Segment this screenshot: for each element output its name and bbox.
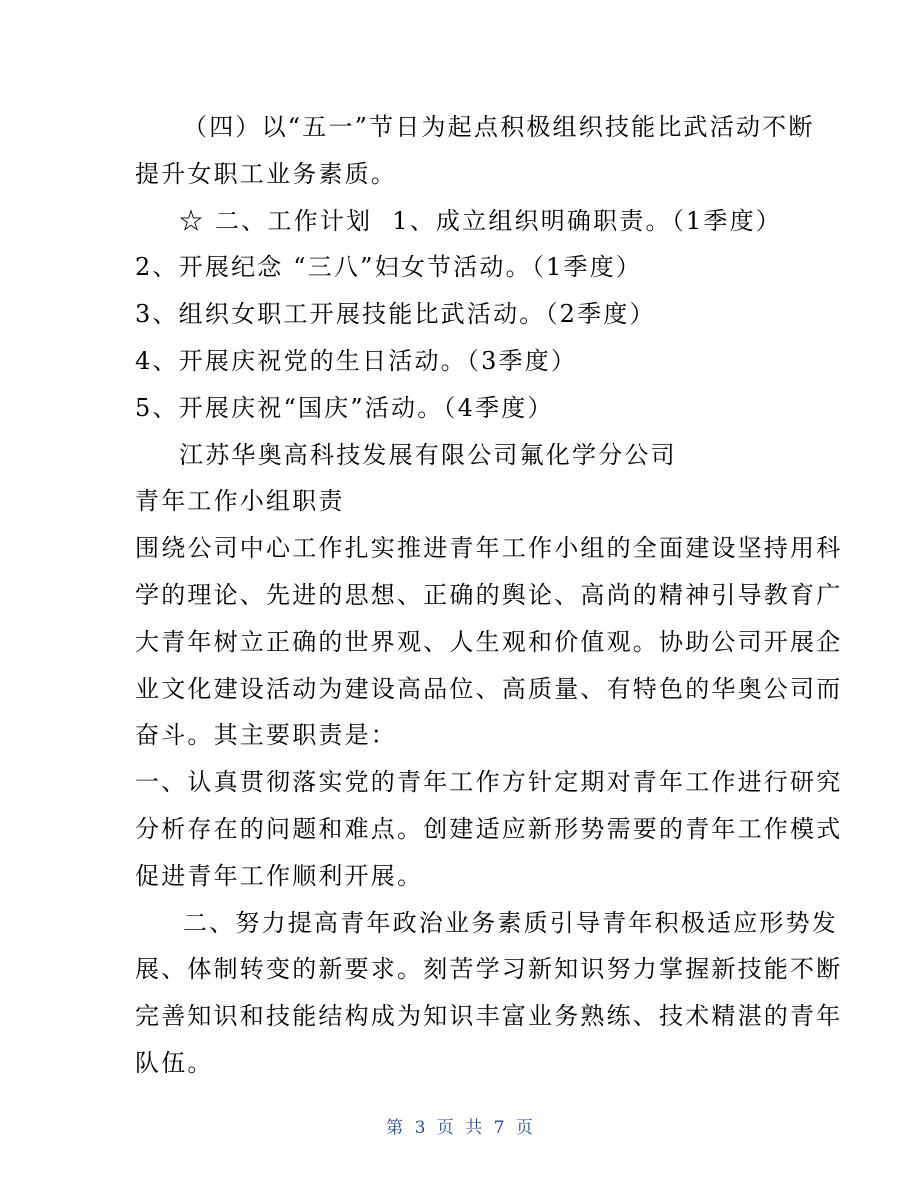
plan-heading-line	[135, 198, 795, 245]
duty2-line2: 展、体制转变的新要求。刻苦学习新知识努力掌握新技能不断	[135, 955, 843, 984]
duty2-line3: 完善知识和技能结构成为知识丰富业务熟练、技术精湛的青年	[135, 1002, 843, 1031]
duty2-line1: 二、努力提高青年政治业务素质引导青年积极适应形势发	[183, 908, 838, 937]
duty2-line4: 队伍。	[135, 1048, 214, 1077]
intro-line1: 围绕公司中心工作扎实推进青年工作小组的全面建设坚持用科	[135, 534, 843, 563]
duty1-line3: 促进青年工作顺利开展。	[135, 861, 424, 890]
plan-item-4: 4、开展庆祝党的生日活动。（3季度）	[135, 346, 578, 375]
plan-item-2: 2、开展纪念 “三八”妇女节活动。（1季度）	[135, 253, 643, 282]
section-title: 青年工作小组职责	[135, 487, 345, 516]
footer-total-pages: 7	[493, 1118, 506, 1138]
intro-line4: 业文化建设活动为建设高品位、高质量、有特色的华奥公司而	[135, 674, 843, 703]
plan-item-3: 3、组织女职工开展技能比武活动。（2季度）	[135, 300, 656, 329]
intro-line2: 学的理论、先进的思想、正确的舆论、高尚的精神引导教育广	[135, 580, 843, 609]
company-name: 江苏华奥高科技发展有限公司氟化学分公司	[179, 440, 677, 469]
section4-line2: 提升女职工业务素质。	[135, 159, 397, 188]
duty1-line1: 一、认真贯彻落实党的青年工作方针定期对青年工作进行研究	[135, 768, 843, 797]
plan-item-1: 1、成立组织明确职责。（1季度）	[392, 206, 782, 235]
plan-heading: 二、工作计划	[215, 206, 373, 235]
footer-total-word: 共	[465, 1118, 484, 1138]
footer-current-page: 3	[414, 1118, 427, 1138]
footer-suffix: 页	[515, 1118, 534, 1138]
intro-line3: 大青年树立正确的世界观、人生观和价值观。协助公司开展企	[135, 627, 843, 656]
duty1-line2: 分析存在的问题和难点。创建适应新形势需要的青年工作模式	[135, 814, 843, 843]
footer-prefix: 第	[386, 1118, 405, 1138]
page-footer	[0, 1113, 920, 1138]
section4-line1: （四）以“五一”节日为起点积极组织技能比武活动不断	[183, 113, 815, 141]
intro-line5: 奋斗。其主要职责是：	[135, 721, 397, 750]
star-icon: ☆	[179, 206, 206, 235]
plan-item-5: 5、开展庆祝“国庆”活动。（4季度）	[135, 393, 554, 422]
document-body	[135, 104, 843, 1087]
footer-page-word: 页	[436, 1118, 455, 1138]
